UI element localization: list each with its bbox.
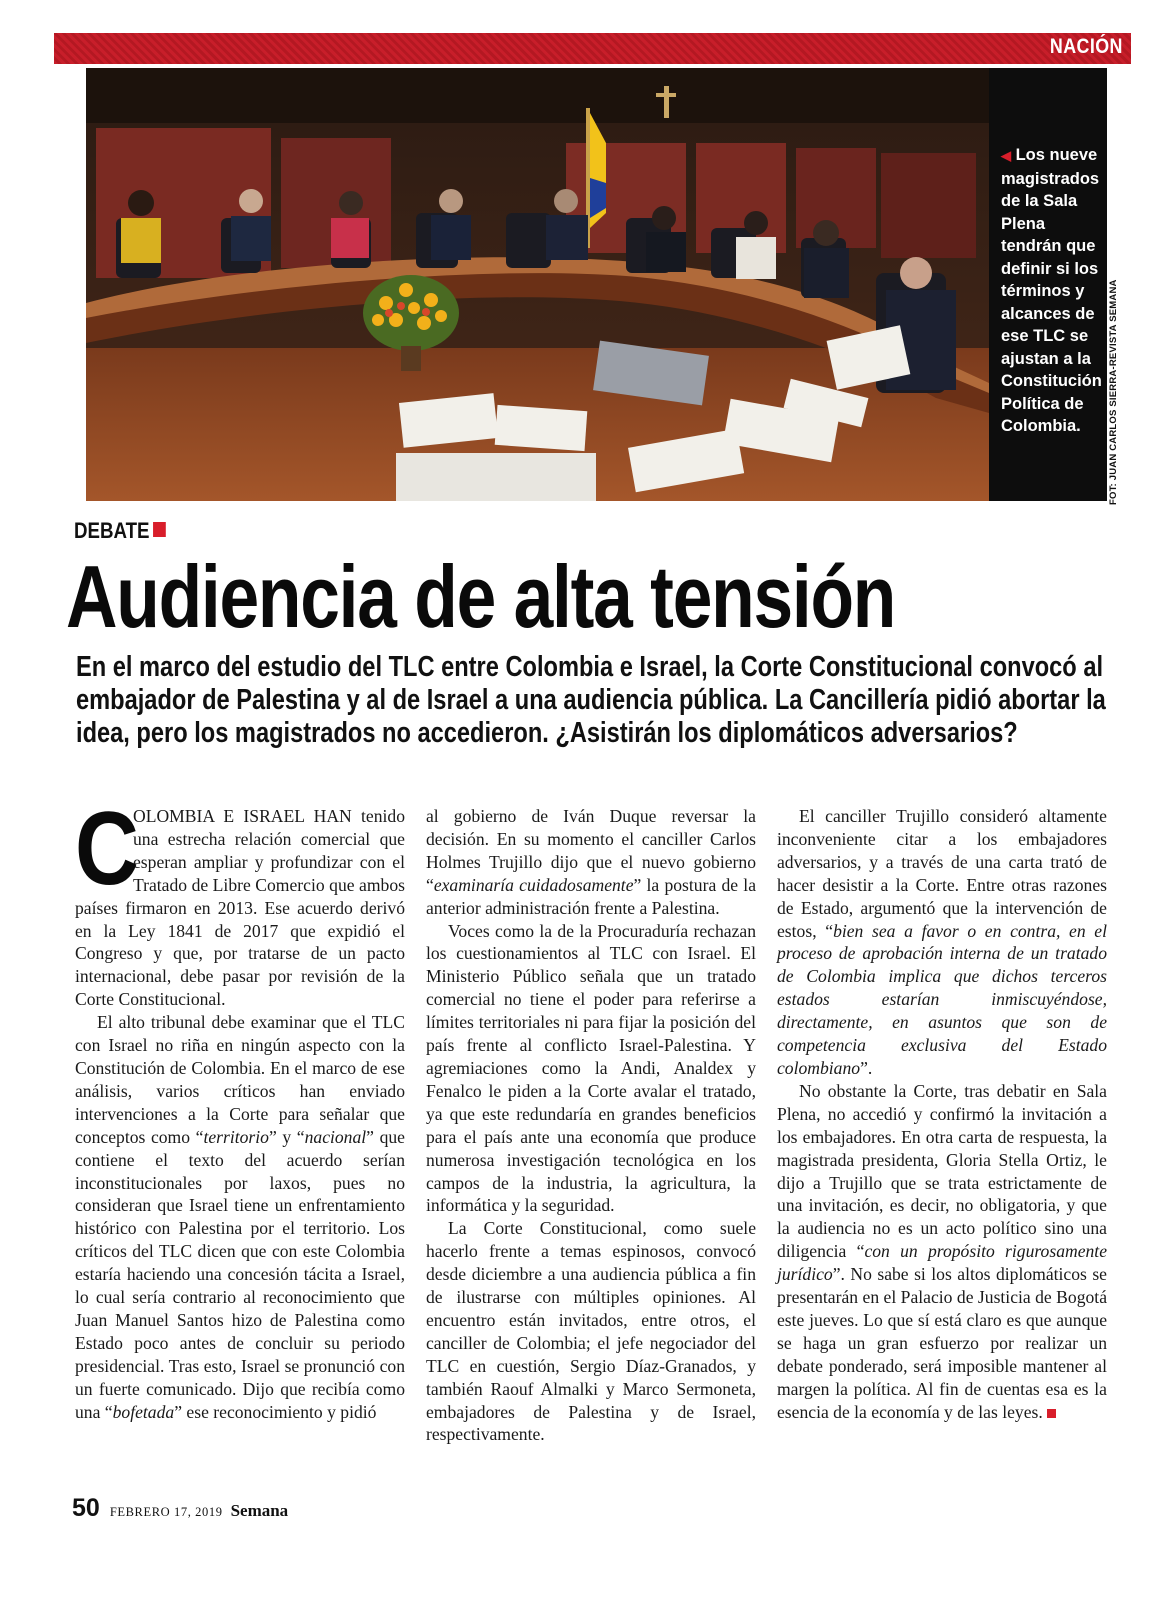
italic-quote: con un propósito rigurosamente jurídico: [777, 1241, 1108, 1285]
paragraph-text: El canciller Trujillo consideró altamente inconveniente citar a los embajadores adversarios, y a través de una carta trató de hacer desistir a la Corte. Entre otras razones de Estado, argumentó que la intervención de estos, “: [777, 806, 1107, 941]
paragraph: [75, 791, 405, 1011]
page-number: 50: [72, 1494, 100, 1522]
section-bar: [54, 33, 1131, 64]
kicker-square-icon: [153, 522, 166, 537]
article-headline: Audiencia de alta tensión: [66, 547, 896, 646]
issue-date: FEBRERO 17, 2019: [109, 1505, 223, 1519]
paragraph-text: tenido una estrecha relación comercial que esperan ampliar y profundizar con el Tratado de Libre Comercio que ambos países firmaron en 2013. Ese acuerdo derivó en la Ley 1841 de 2017 que expidió el Congreso y que, por tratarse de un pacto internacional, debe pasar por revisión de la Corte Constitucional.: [75, 806, 405, 1010]
paragraph: Voces como la de la Procuraduría rechazan los cuestionamientos al TLC con Israel. El Ministerio Público señala que un tratado comercial no tiene el poder para referirse a límites territoriales ni para fijar la posición del país frente al conflicto Israel-Palestina. Y agremiaciones como la Andi, Analdex y Fenalco le piden a la Corte avalar el tratado, ya que este redundaría en grandes beneficios para el país ante una economía que produce numerosa investigación tecnológica en los campos de la industria, la agricultura, la informática y la seguridad.: [426, 920, 756, 1216]
italic-quote: examinaría cuidadosamente: [433, 874, 634, 895]
page-footer: [72, 1494, 288, 1523]
article-column-3: [777, 805, 1107, 1423]
photo-credit: FOT: JUAN CARLOS SIERRA-REVISTA SEMANA: [1108, 279, 1119, 505]
lead-in: OLOMBIA E ISRAEL HAN: [133, 806, 352, 826]
kicker-text: DEBATE: [74, 518, 150, 543]
paragraph: [75, 1011, 405, 1423]
paragraph-text: No obstante la Corte, tras debatir en Sala Plena, no accedió y confirmó la invitación a los embajadores. En otra carta de respuesta, la magistrada presidenta, Gloria Stella Ortiz, le dijo a Trujillo que se trata estrictamente de una invitación, es decir, no obligatoria, y que la audiencia no es un acto político sino una diligencia “: [777, 1080, 1107, 1262]
paragraph-text: ” la postura de la anterior administración frente a Palestina.: [426, 874, 756, 918]
article-column-1: [75, 791, 405, 1423]
court-photo: [86, 68, 989, 501]
photo-caption-text: Los nueve magistrados de la Sala Plena tendrán que definir si los términos y alcances de ese TLC se ajustan a la Constitución Política de Colombia.: [1001, 146, 1102, 435]
paragraph: [777, 1080, 1107, 1424]
italic-term: bofetada: [112, 1401, 175, 1422]
article-column-2: [426, 805, 756, 1446]
paragraph: [777, 805, 1107, 1080]
paragraph-text: ” que contiene el texto del acuerdo serían inconstitucionales por laxos, pues no consideran que Israel tiene un enfrentamiento histórico con Palestina por el territorio. Los críticos del TLC dicen que con este Colombia estaría haciendo una concesión tácita a Israel, lo cual sería contrario al reconocimiento que Juan Manuel Santos hizo de Palestina como Estado poco antes de concluir su periodo presidencial. Tras esto, Israel se pronunció con un fuerte comunicado. Dijo que recibía como una “: [75, 1126, 405, 1422]
italic-term: nacional: [304, 1126, 367, 1147]
italic-term: territorio: [203, 1126, 269, 1147]
paragraph: [426, 805, 756, 920]
photo-caption: [1001, 144, 1103, 438]
paragraph-text: al gobierno de Iván Duque reversar la decisión. En su momento el canciller Carlos Holmes Trujillo dijo que el nuevo gobierno “: [426, 806, 756, 895]
end-mark-icon: [1047, 1409, 1056, 1418]
article-kicker: [74, 518, 166, 544]
caption-pointer-icon: ◀: [1001, 148, 1011, 163]
article-deck: En el marco del estudio del TLC entre Colombia e Israel, la Corte Constitucional convocó al embajador de Palestina y al de Israel a una audiencia pública. La Cancillería pidió abortar la idea, pero los magistrados no accedieron. ¿Asistirán los diplomáticos adversarios?: [76, 651, 1106, 749]
court-photo-illustration: [86, 68, 989, 501]
dropcap: C: [75, 791, 139, 907]
magazine-name: Semana: [230, 1501, 289, 1520]
section-label: NACIÓN: [1050, 35, 1123, 58]
photo-caption-box: [989, 68, 1107, 501]
paragraph-text: ”. No sabe si los altos diplomáticos se presentarán en el Palacio de Justicia de Bogotá este jueves. Lo que sí está claro es que aunque se haga un gran esfuerzo por realizar un debate ponderado, será imposible mantener al margen la política. Al fin de cuentas esa es la esencia de la economía y de las leyes.: [777, 1264, 1107, 1422]
paragraph-text: El alto tribunal debe examinar que el TLC con Israel no riña en ningún aspecto con la Constitución de Colombia. En el marco de ese análisis, varios críticos han enviado intervenciones a la Corte para señalar que conceptos como “: [75, 1012, 405, 1147]
italic-quote: bien sea a favor o en contra, en el proceso de aprobación interna de un tratado de Colombia implica que dichos terceros estados estarían inmiscuyéndose, directamente, en asuntos que son de competencia exclusiva del Estado colombiano: [777, 920, 1108, 1078]
paragraph: La Corte Constitucional, como suele hacerlo frente a temas espinosos, convocó desde diciembre a una audiencia pública a fin de ilustrarse con múltiples opiniones. Al encuentro están invitados, entre otros, el canciller de Colombia; el jefe negociador del TLC en cuestión, Sergio Díaz-Granados, y también Raouf Almalki y Marco Sermoneta, embajadores de Palestina y de Israel, respectivamente.: [426, 1218, 756, 1445]
paragraph-text: ” ese reconocimiento y pidió: [174, 1401, 377, 1422]
paragraph-text: ” y “: [268, 1126, 305, 1147]
paragraph-text: ”.: [860, 1057, 873, 1078]
